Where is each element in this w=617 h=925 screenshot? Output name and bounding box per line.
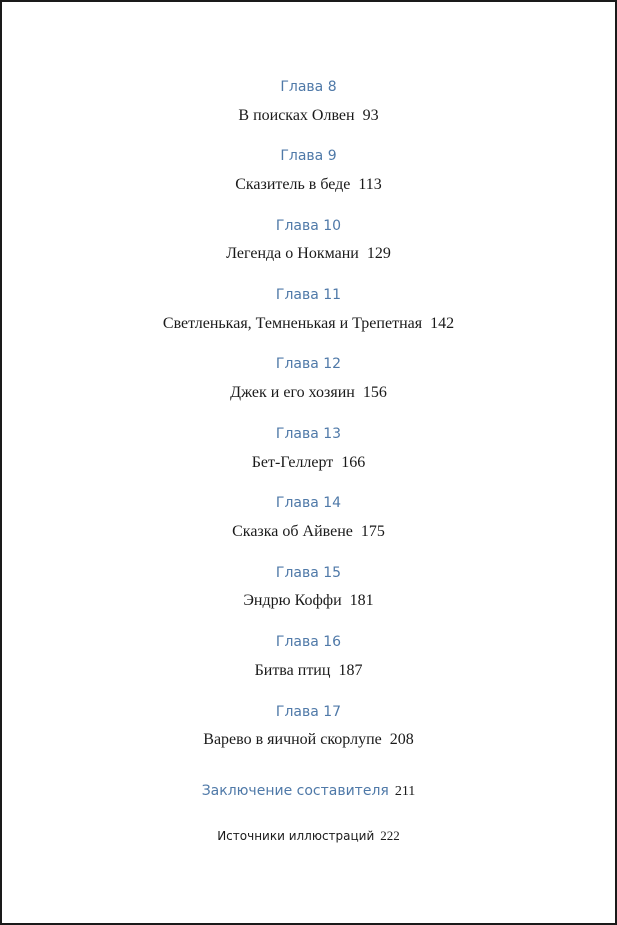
chapter-14-page-number: 175 bbox=[360, 523, 385, 540]
chapter-16-title: Битва птиц bbox=[254, 662, 331, 679]
chapter-14-title: Сказка об Айвене bbox=[232, 523, 353, 540]
chapter-8-entry bbox=[2, 106, 615, 126]
chapter-14-label: Глава 14 bbox=[275, 495, 342, 511]
chapter-17-entry bbox=[2, 730, 615, 750]
chapter-8-label: Глава 8 bbox=[280, 79, 337, 95]
chapter-12-label: Глава 12 bbox=[275, 356, 342, 372]
chapter-17-page-number: 208 bbox=[389, 731, 414, 748]
chapter-15-entry bbox=[2, 591, 615, 611]
chapter-17-label: Глава 17 bbox=[275, 704, 342, 720]
conclusion-entry bbox=[2, 781, 615, 802]
chapter-13-title: Бет-Геллерт bbox=[251, 454, 334, 471]
chapter-12-page-number: 156 bbox=[362, 384, 387, 401]
chapter-12-entry bbox=[2, 383, 615, 403]
chapter-16-entry bbox=[2, 661, 615, 681]
chapter-8-title: В поисках Олвен bbox=[238, 107, 355, 124]
sources-page-number: 222 bbox=[380, 828, 400, 843]
chapter-15-label: Глава 15 bbox=[275, 565, 342, 581]
chapter-13-page-number: 166 bbox=[341, 454, 366, 471]
chapter-10-title: Легенда о Нокмани bbox=[226, 245, 359, 262]
chapter-15-page-number: 181 bbox=[349, 592, 374, 609]
chapter-9-page-number: 113 bbox=[358, 176, 382, 193]
chapter-13-label: Глава 13 bbox=[275, 426, 342, 442]
conclusion-page-number: 211 bbox=[394, 784, 416, 799]
chapter-9-label: Глава 9 bbox=[280, 148, 337, 164]
chapter-16-label: Глава 16 bbox=[275, 634, 342, 650]
chapter-8-page-number: 93 bbox=[362, 107, 379, 124]
chapter-11-entry bbox=[2, 314, 615, 334]
chapter-10-entry bbox=[2, 244, 615, 264]
chapter-13-entry bbox=[2, 453, 615, 473]
chapter-15-title: Эндрю Коффи bbox=[243, 592, 342, 609]
chapter-11-page-number: 142 bbox=[430, 315, 455, 332]
chapter-9-entry bbox=[2, 175, 615, 195]
chapter-11-title: Светленькая, Темненькая и Трепетная bbox=[162, 315, 423, 332]
chapter-14-entry bbox=[2, 522, 615, 542]
chapter-16-page-number: 187 bbox=[338, 662, 363, 679]
conclusion-label: Заключение составителя bbox=[201, 783, 389, 799]
chapter-11-label: Глава 11 bbox=[275, 287, 342, 303]
sources-entry bbox=[2, 827, 615, 845]
chapter-12-title: Джек и его хозяин bbox=[230, 384, 355, 401]
chapter-10-label: Глава 10 bbox=[275, 218, 342, 234]
chapter-10-page-number: 129 bbox=[366, 245, 391, 262]
sources-label: Источники иллюстраций bbox=[217, 829, 375, 843]
chapter-9-title: Сказитель в беде bbox=[235, 176, 351, 193]
chapter-17-title: Варево в яичной скорлупе bbox=[203, 731, 382, 748]
